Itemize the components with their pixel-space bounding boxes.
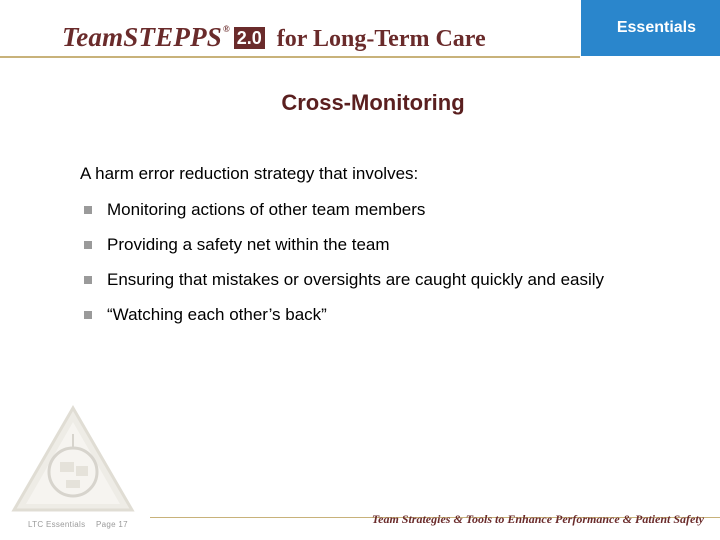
- square-bullet-icon: [84, 241, 92, 249]
- footer-info: [28, 520, 136, 529]
- bullet-text: Providing a safety net within the team: [107, 235, 390, 254]
- registered-mark: ®: [223, 24, 230, 34]
- bullet-text: Ensuring that mistakes or oversights are caught quickly and easily: [107, 270, 605, 289]
- square-bullet-icon: [84, 206, 92, 214]
- footer-tagline: Team Strategies & Tools to Enhance Performance & Patient Safety: [371, 512, 704, 526]
- slide-title: Cross-Monitoring: [281, 90, 465, 115]
- bullet-list: [84, 199, 644, 339]
- bullet-item: [84, 304, 644, 325]
- bullet-item: [84, 199, 644, 220]
- header: [0, 0, 720, 58]
- square-bullet-icon: [84, 311, 92, 319]
- bullet-text: Monitoring actions of other team members: [107, 200, 426, 219]
- footer-page: Page 17: [95, 520, 128, 529]
- teamstepps-triangle-logo-icon: [10, 404, 136, 514]
- essentials-badge-label: Essentials: [616, 19, 696, 36]
- footer-section: LTC Essentials: [28, 520, 86, 529]
- square-bullet-icon: [84, 276, 92, 284]
- logo-version: 2.0: [234, 27, 265, 49]
- header-divider: [0, 56, 580, 58]
- bullet-item: [84, 269, 644, 290]
- logo-team-text: TeamSTEPPS: [62, 22, 223, 52]
- bullet-item: [84, 234, 644, 255]
- logo-subtitle: for Long-Term Care: [276, 26, 486, 52]
- intro-text: A harm error reduction strategy that involves:: [80, 164, 419, 183]
- essentials-badge: [581, 0, 720, 56]
- bullet-text: “Watching each other’s back”: [107, 305, 327, 324]
- teamstepps-logo: [62, 22, 486, 56]
